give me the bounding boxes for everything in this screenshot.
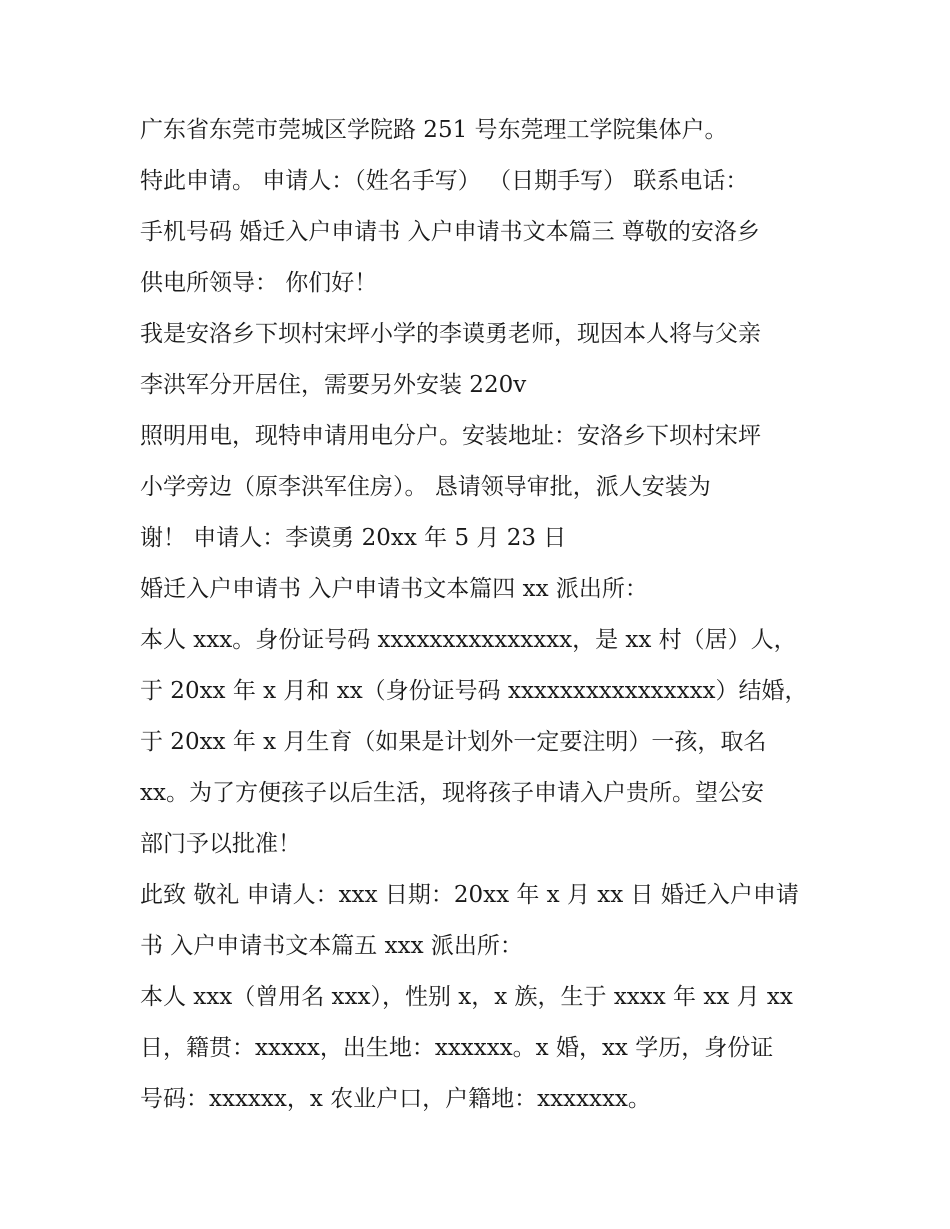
text-line: 供电所领导： 你们好！ bbox=[140, 270, 378, 296]
document-body bbox=[140, 110, 830, 1130]
text-line: 李洪军分开居住，需要另外安装 220v bbox=[140, 372, 527, 398]
text-line: xx。为了方便孩子以后生活，现将孩子申请入户贵所。望公安 bbox=[140, 780, 764, 806]
text-line: 小学旁边（原李洪军住房）。 恳请领导审批，派人安装为 bbox=[140, 474, 711, 500]
text-line: 婚迁入户申请书 入户申请书文本篇四 xx 派出所： bbox=[140, 576, 648, 602]
text-line: 于 20xx 年 x 月和 xx（身份证号码 xxxxxxxxxxxxxxxx）结婚， bbox=[140, 678, 808, 704]
text-line: 广东省东莞市莞城区学院路 251 号东莞理工学院集体户。 bbox=[140, 117, 728, 143]
text-line: 特此申请。 申请人：（姓名手写） （日期手写） 联系电话： bbox=[140, 168, 749, 194]
text-line: 日，籍贯：xxxxx，出生地：xxxxxx。x 婚，xx 学历，身份证 bbox=[140, 1035, 774, 1061]
text-line: 我是安洛乡下坝村宋坪小学的李谟勇老师，现因本人将与父亲 bbox=[140, 321, 761, 347]
text-line: 照明用电，现特申请用电分户。安装地址：安洛乡下坝村宋坪 bbox=[140, 423, 761, 449]
text-line: 谢！ 申请人：李谟勇 20xx 年 5 月 23 日 bbox=[140, 525, 567, 551]
text-line: 号码：xxxxxx，x 农业户口，户籍地：xxxxxxx。 bbox=[140, 1086, 651, 1112]
text-line: 此致 敬礼 申请人：xxx 日期：20xx 年 x 月 xx 日 婚迁入户申请 bbox=[140, 882, 799, 908]
text-line: 部门予以批准！ bbox=[140, 831, 301, 857]
text-line: 于 20xx 年 x 月生育（如果是计划外一定要注明）一孩，取名 bbox=[140, 729, 767, 755]
text-line: 书 入户申请书文本篇五 xxx 派出所： bbox=[140, 933, 523, 959]
text-line: 手机号码 婚迁入户申请书 入户申请书文本篇三 尊敬的安洛乡 bbox=[140, 219, 760, 245]
text-line: 本人 xxx（曾用名 xxx），性别 x，x 族，生于 xxxx 年 xx 月 xx bbox=[140, 984, 793, 1010]
text-line: 本人 xxx。身份证号码 xxxxxxxxxxxxxxx，是 xx 村（居）人， bbox=[140, 627, 797, 653]
